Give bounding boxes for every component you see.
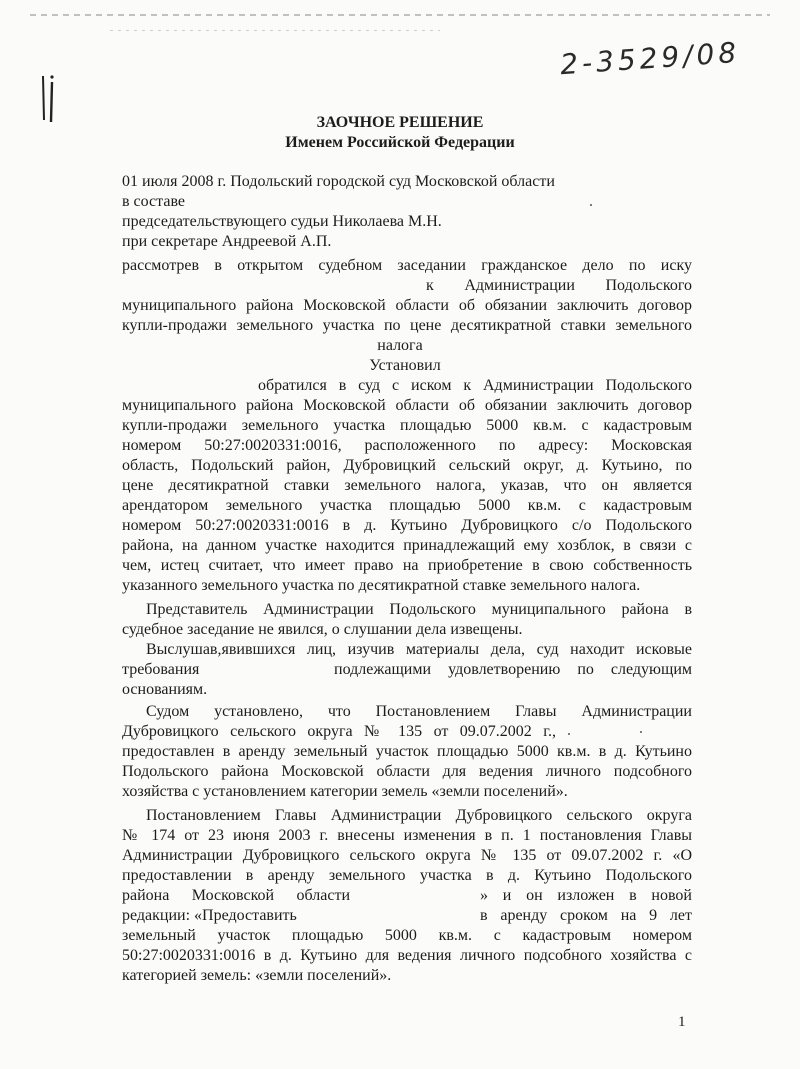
p1-line-5: область, Подольский район, Дубровицкий сельский округ, д. Кутьино, по bbox=[122, 457, 692, 474]
scan-artifact-top bbox=[30, 14, 770, 16]
p5-line-6a: редакции: «Предоставить bbox=[122, 907, 297, 924]
p5-line-8: 50:27:0020331:0016 в д. Кутьино для ведения личного подсобного хозяйства с bbox=[122, 947, 692, 964]
intro-line-3: председательствующего судьи Николаева М.Н. bbox=[122, 213, 442, 230]
p3-line-2a: требования bbox=[122, 661, 200, 678]
handwritten-case-number: 2-3529/08 bbox=[559, 35, 742, 82]
p2-line-1: Представитель Администрации Подольского муниципального района в bbox=[146, 601, 692, 618]
intro-line-4: при секретаре Андреевой А.П. bbox=[122, 233, 332, 250]
p5-line-3: Администрации Дубровицкого сельского округа № 135 от 09.07.2002 г. «О bbox=[122, 847, 692, 864]
scan-speck bbox=[590, 204, 592, 206]
p5-line-2: № 174 от 23 июня 2003 г. внесены изменения в п. 1 постановления Главы bbox=[122, 827, 692, 844]
p2-line-2: судебное заседание не явился, о слушании дела извещены. bbox=[122, 621, 523, 638]
p5-line-5b: » и он изложен в новой bbox=[480, 887, 692, 904]
document-title: ЗАОЧНОЕ РЕШЕНИЕ bbox=[316, 114, 484, 131]
intro-line-8: купли-продажи земельного участка по цене десятикратной ставки земельного bbox=[122, 317, 692, 334]
scan-artifact-line bbox=[110, 30, 440, 31]
p1-line-2: муниципального района Московской области об обязании заключить договор bbox=[122, 397, 692, 414]
p5-line-4: предоставлении в аренду земельного участка в д. Кутьино Подольского bbox=[122, 867, 692, 884]
p5-line-9: категорией земель: «земли поселений». bbox=[122, 967, 392, 984]
p3-line-3: основаниям. bbox=[122, 681, 208, 698]
p4-line-5: хозяйства с установлением категории земель «земли поселений». bbox=[122, 783, 568, 800]
p3-line-1: Выслушав,явившихся лиц, изучив материалы дела, суд находит исковые bbox=[146, 641, 692, 658]
intro-line-5: рассмотрев в открытом судебном заседании гражданское дело по иску bbox=[122, 257, 692, 274]
p3-line-2b: подлежащими удовлетворению по следующим bbox=[334, 661, 692, 678]
p5-line-5a: района Московской области bbox=[122, 887, 350, 904]
p5-line-6b: в аренду сроком на 9 лет bbox=[480, 907, 692, 924]
p1-line-8: номером 50:27:0020331:0016 в д. Кутьино Дубровицкого с/о Подольского bbox=[122, 517, 692, 534]
scan-speck bbox=[640, 731, 642, 733]
document-subtitle: Именем Российской Федерации bbox=[285, 134, 515, 151]
p4-line-3: предоставлен в аренду земельный участок площадью 5000 кв.м. в д. Кутьино bbox=[122, 743, 692, 760]
intro-line-1: 01 июля 2008 г. Подольский городской суд Московской области bbox=[122, 173, 555, 190]
established-heading: Установил bbox=[369, 357, 441, 374]
intro-line-6: к Администрации Подольского bbox=[426, 277, 692, 294]
scan-speck bbox=[568, 733, 570, 735]
p5-line-1: Постановлением Главы Администрации Дубровицкого сельского округа bbox=[146, 807, 692, 824]
p1-line-10: чем, истец считает, что имеет право на приобретение в свою собственность bbox=[122, 557, 692, 574]
p5-line-7: земельный участок площадью 5000 кв.м. с кадастровым номером bbox=[122, 927, 692, 944]
intro-line-9: налога bbox=[377, 337, 423, 354]
p4-line-4: Подольского района Московской области для ведения личного подсобного bbox=[122, 763, 692, 780]
p1-line-3: купли-продажи земельного участка площадью 5000 кв.м. с кадастровым bbox=[122, 417, 692, 434]
intro-line-2: в составе bbox=[122, 193, 186, 210]
p1-line-11: указанного земельного участка по десятикратной ставке земельного налога. bbox=[122, 577, 641, 594]
p1-line-6: цене десятикратной ставки земельного налога, указав, что он является bbox=[122, 477, 692, 494]
p4-line-1: Судом установлено, что Постановлением Главы Администрации bbox=[146, 703, 692, 720]
p4-line-2: Дубровицкого сельского округа № 135 от 09.07.2002 г., bbox=[122, 723, 556, 740]
intro-line-7: муниципального района Московской области об обязании заключить договор bbox=[122, 297, 692, 314]
p1-line-4: номером 50:27:0020331:0016, расположенного по адресу: Московская bbox=[122, 437, 692, 454]
p1-line-7: арендатором земельного участка площадью 5000 кв.м. с кадастровым bbox=[122, 497, 692, 514]
p1-line-9: района, на данном участке находится принадлежащий ему хозблок, в связи с bbox=[122, 537, 692, 554]
p1-line-1: обратился в суд с иском к Администрации Подольского bbox=[258, 377, 692, 394]
page-number: 1 bbox=[678, 1014, 686, 1030]
